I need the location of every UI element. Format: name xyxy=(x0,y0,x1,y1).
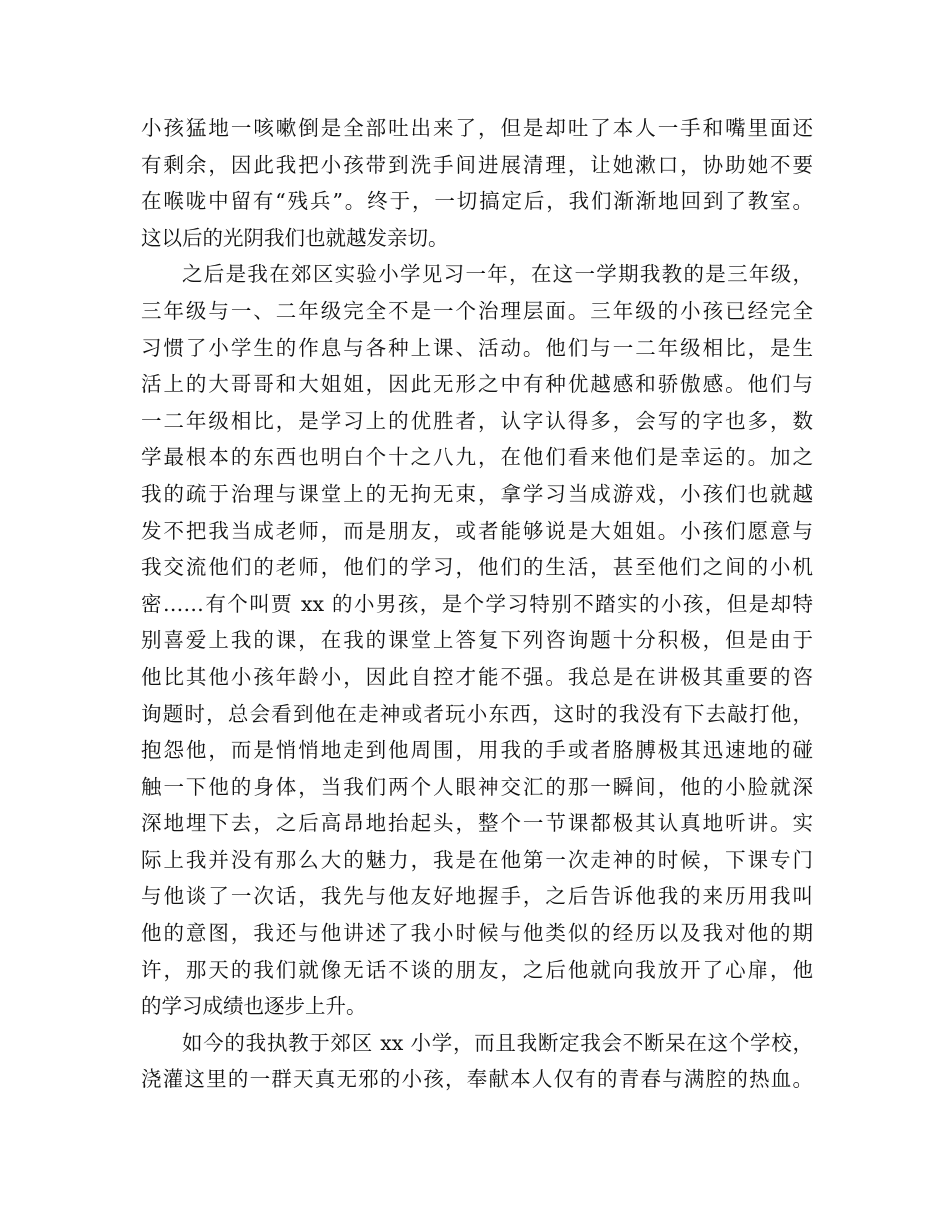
paragraph-1 xyxy=(141,110,813,256)
text-line: 之后是我在郊区实验小学见习一年，在这一学期我教的是三年级， xyxy=(182,262,813,287)
text-line: 习惯了小学生的作息与各种上课、活动。他们与一二年级相比，是生 xyxy=(141,335,813,360)
text-line: 际上我并没有那么大的魅力，我是在他第一次走神的时候，下课专门 xyxy=(141,847,813,872)
text-line: 我的疏于治理与课堂上的无拘无束，拿学习当成游戏，小孩们也就越 xyxy=(141,481,813,506)
text-line: 他的意图，我还与他讲述了我小时候与他类似的经历以及我对他的期 xyxy=(141,921,813,946)
text-line: 他比其他小孩年龄小，因此自控才能不强。我总是在讲极其重要的咨 xyxy=(141,664,813,689)
text-line: 有剩余，因此我把小孩带到洗手间进展清理，让她漱口，协助她不要 xyxy=(141,152,813,177)
document-body xyxy=(141,110,813,1098)
paragraph-3 xyxy=(141,1025,813,1098)
text-line: 发不把我当成老师，而是朋友，或者能够说是大姐姐。小孩们愿意与 xyxy=(141,518,813,543)
text-line: 小孩猛地一咳嗽倒是全部吐出来了，但是却吐了本人一手和嘴里面还 xyxy=(141,116,813,140)
text-line: 密……有个叫贾 xx 的小男孩，是个学习特别不踏实的小孩，但是却特 xyxy=(141,591,813,616)
text-line: 我交流他们的老师，他们的学习，他们的生活，甚至他们之间的小机 xyxy=(141,555,813,580)
text-line: 学最根本的东西也明白个十之八九，在他们看来他们是幸运的。加之 xyxy=(141,445,813,470)
paragraph-2 xyxy=(141,256,813,1024)
text-line: 如今的我执教于郊区 xx 小学，而且我断定我会不断呆在这个学校， xyxy=(182,1030,813,1055)
text-line: 在喉咙中留有“残兵”。终于，一切搞定后，我们渐渐地回到了教室。 xyxy=(141,189,813,214)
text-line: 浇灌这里的一群天真无邪的小孩，奉献本人仅有的青春与满腔的热血。 xyxy=(141,1067,813,1092)
text-line: 别喜爱上我的课，在我的课堂上答复下列咨询题十分积极，但是由于 xyxy=(141,628,813,653)
text-line: 三年级与一、二年级完全不是一个治理层面。三年级的小孩已经完全 xyxy=(141,298,813,323)
text-line: 活上的大哥哥和大姐姐，因此无形之中有种优越感和骄傲感。他们与 xyxy=(141,372,813,397)
text-line: 一二年级相比，是学习上的优胜者，认字认得多，会写的字也多，数 xyxy=(141,408,813,433)
text-line: 与他谈了一次话，我先与他友好地握手，之后告诉他我的来历用我叫 xyxy=(141,884,813,909)
text-line: 许，那天的我们就像无话不谈的朋友，之后他就向我放开了心扉，他 xyxy=(141,957,813,982)
text-line: 这以后的光阴我们也就越发亲切。 xyxy=(141,225,449,250)
text-line: 抱怨他，而是悄悄地走到他周围，用我的手或者胳膊极其迅速地的碰 xyxy=(141,738,813,763)
text-line: 深地埋下去，之后高昂地抬起头，整个一节课都极其认真地听讲。实 xyxy=(141,811,813,836)
text-line: 触一下他的身体，当我们两个人眼神交汇的那一瞬间，他的小脸就深 xyxy=(141,774,813,799)
text-line: 的学习成绩也逐步上升。 xyxy=(141,994,367,1019)
text-line: 询题时，总会看到他在走神或者玩小东西，这时的我没有下去敲打他， xyxy=(141,701,813,726)
